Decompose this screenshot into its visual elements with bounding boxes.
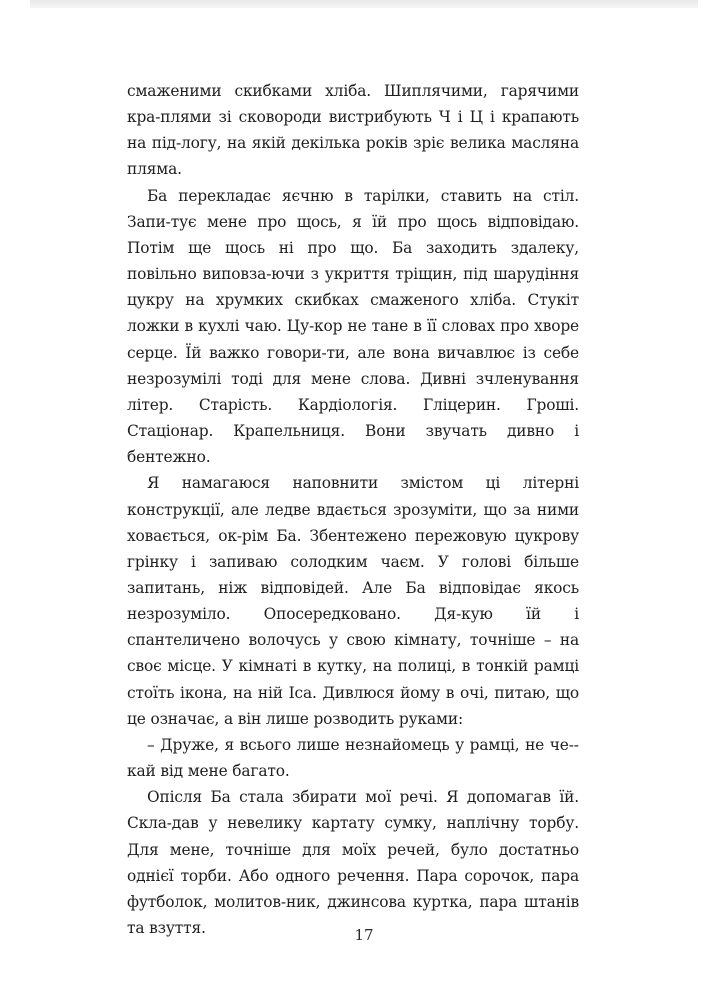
body-text [127,78,579,941]
paragraph-5: Опісля Ба стала збирати мої речі. Я допомагав їй. Скла-дав у невелику картату сумку, наплічну торбу. Для мене, точніше для моїх речей, було достатньо однієї торби. Або одного речення. Пара сорочок, пара футболок, молитов-ник, джинсова куртка, пара штанів та взуття. [127,788,579,937]
paragraph-2: Ба перекладає яєчню в тарілки, ставить на стіл. Запи-тує мене про щось, я їй про щось відповідаю. Потім ще щось ні про що. Ба заходить здалеку, повільно виповза-ючи з укриття тріщин, під шарудіння цукру на хрумких скибках смаженого хліба. Стукіт ложки в кухлі чаю. Цу-кор не тане в її словах про хворе серце. Їй важко говори-ти, але вона вичавлює із себе незрозумілі тоді для мене слова. Дивні зчленування літер. Старість. Кардіологія. Гліцерин. Гроші. Стаціонар. Крапельниця. Вони звучать дивно і бентежно. [127,186,579,467]
page-top-edge [30,0,698,8]
paragraph-1: смаженими скибками хліба. Шиплячими, гарячими кра-плями зі сковороди вистрибують Ч і Ц і крапають на під-логу, на якій декілька років зріє велика масляна пляма. [127,82,579,179]
paragraph-4: – Друже, я всього лише незнайомець у рамці, не че-кай від мене багато. [127,735,579,781]
paragraph-3: Я намагаюся наповнити змістом ці літерні конструкції, але ледве вдається зрозуміти, що за ними ховається, ок-рім Ба. Збентежено пережовую цукрову грінку і запиваю солодким чаєм. У голові більше запитань, ніж відповідей. Але Ба відповідає якось незрозуміло. Опосередковано. Дя-кую їй і спантеличено волочусь у свою кімнату, точніше – на своє місце. У кімнаті в кутку, на полиці, в тонкій рамці стоїть ікона, на ній Іса. Дивлюся йому в очі, питаю, що це означає, а він лише розводить руками: [127,474,579,728]
page-number: 17 [354,926,374,944]
